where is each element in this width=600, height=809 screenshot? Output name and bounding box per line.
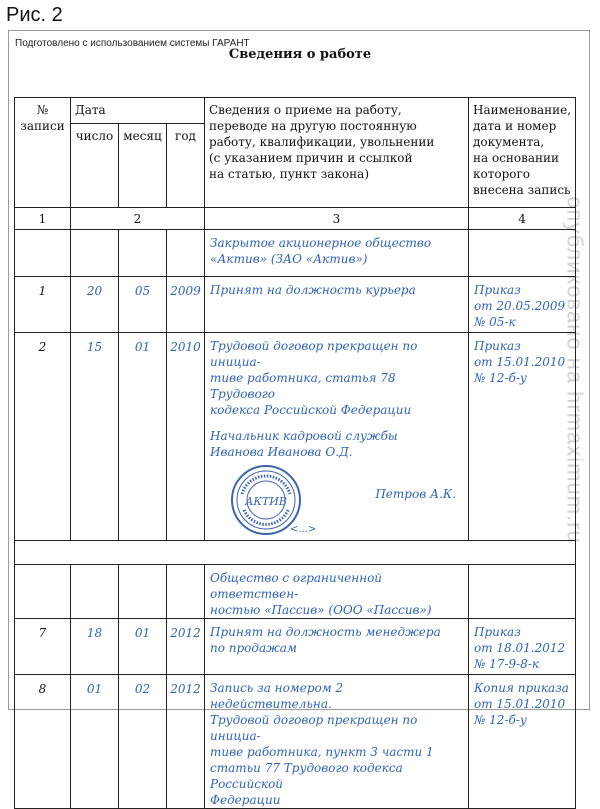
header-basis-line: Наименование, — [473, 103, 572, 117]
record-info-line: статьи 77 Трудового кодекса Российской — [210, 761, 403, 791]
record-day: 01 — [71, 675, 119, 809]
record-basis-line: Приказ — [474, 339, 521, 353]
header-basis — [469, 98, 576, 208]
header-month: месяц — [119, 124, 167, 208]
record-number: 8 — [15, 675, 71, 809]
header-year: год — [167, 124, 205, 208]
record-month: 01 — [119, 333, 167, 541]
omission-mark: <...> — [290, 524, 317, 535]
figure-label: Рис. 2 — [6, 4, 63, 26]
spacer — [210, 418, 464, 428]
record-basis-line: Копия приказа — [474, 681, 569, 695]
record-basis-line: от 15.01.2010 — [474, 355, 566, 369]
header-info-line: работу, квалификации, увольнении — [209, 135, 435, 149]
record-info-line: Трудовой договор прекращен по инициа- — [210, 713, 418, 743]
record-info-line: Принят на должность курьера — [210, 283, 416, 297]
record-row — [15, 675, 576, 809]
header-basis-line: на основании — [473, 151, 560, 165]
signature-area — [210, 460, 464, 540]
record-basis — [469, 277, 576, 333]
record-basis-line: Приказ — [474, 283, 521, 297]
record-row — [15, 333, 576, 541]
header-basis-line: документа, — [473, 135, 545, 149]
record-basis — [469, 333, 576, 541]
record-year: 2009 — [167, 277, 205, 333]
record-day: 18 — [71, 619, 119, 675]
source-note: Подготовлено с использованием системы ГАРАНТ — [15, 38, 250, 49]
record-number: 7 — [15, 619, 71, 675]
record-info-line: Принят на должность менеджера — [210, 625, 441, 639]
org-name — [205, 565, 469, 619]
document-title: Сведения о работе — [228, 47, 372, 62]
record-basis-line: от 18.01.2012 — [474, 641, 566, 655]
header-info-line: Сведения о приеме на работу, — [209, 103, 402, 117]
record-month: 05 — [119, 277, 167, 333]
header-date: Дата — [71, 98, 205, 124]
org-line: Закрытое акционерное общество — [210, 236, 432, 250]
record-info-line: Трудовой договор прекращен по инициа- — [210, 339, 418, 369]
header-basis-line: внесена запись — [473, 183, 571, 197]
header-record-number — [15, 98, 71, 208]
record-info — [205, 619, 469, 675]
gap-cell — [15, 541, 576, 565]
signature-name: Иванова Иванова О.Д. — [210, 445, 353, 459]
org-name — [205, 230, 469, 277]
record-basis — [469, 619, 576, 675]
colnum-4: 4 — [469, 208, 576, 230]
record-basis-line: № 05-к — [474, 315, 516, 329]
record-basis-line: Приказ — [474, 625, 521, 639]
org-line: ностью «Пассив» (ООО «Пассив») — [210, 603, 432, 617]
header-basis-line: дата и номер — [473, 119, 557, 133]
signer-name: Петров А.К. — [375, 487, 456, 501]
colnum-2: 2 — [71, 208, 205, 230]
org-line: Общество с ограниченной ответствен- — [210, 571, 383, 601]
work-records-table — [14, 97, 576, 809]
header-info — [205, 98, 469, 208]
header-info-line: (с указанием причин и ссылкой — [209, 151, 413, 165]
empty-cell — [469, 565, 576, 619]
empty-cell — [167, 230, 205, 277]
empty-cell — [469, 230, 576, 277]
record-basis-line: № 17-9-8-к — [474, 657, 540, 671]
record-row — [15, 277, 576, 333]
record-year: 2012 — [167, 619, 205, 675]
org-row — [15, 565, 576, 619]
record-basis-line: № 12-б-у — [474, 713, 527, 727]
empty-cell — [167, 565, 205, 619]
header-no-label: № записи — [20, 103, 65, 133]
record-row — [15, 619, 576, 675]
record-info — [205, 333, 469, 541]
empty-cell — [119, 565, 167, 619]
record-number: 1 — [15, 277, 71, 333]
record-basis-line: от 15.01.2010 — [474, 697, 566, 711]
record-basis — [469, 675, 576, 809]
record-info-line: кодекса Российской Федерации — [210, 403, 412, 417]
record-info — [205, 675, 469, 809]
header-row — [15, 98, 576, 124]
column-number-row — [15, 208, 576, 230]
header-info-line: на статью, пункт закона) — [209, 167, 369, 181]
record-info-line: Запись за номером 2 недействительна. — [210, 681, 344, 711]
record-info-line: Федерации — [210, 793, 281, 807]
gap-row — [15, 541, 576, 565]
colnum-3: 3 — [205, 208, 469, 230]
colnum-1: 1 — [15, 208, 71, 230]
signature-position: Начальник кадровой службы — [210, 429, 398, 443]
record-day: 20 — [71, 277, 119, 333]
record-basis-line: от 20.05.2009 — [474, 299, 566, 313]
record-info-line: тиве работника, пункт 3 части 1 — [210, 745, 434, 759]
header-info-line: переводе на другую постоянную — [209, 119, 417, 133]
record-basis-line: № 12-б-у — [474, 371, 527, 385]
empty-cell — [15, 565, 71, 619]
record-month: 02 — [119, 675, 167, 809]
stamp-text: АКТИВ — [245, 495, 287, 508]
watermark-text: опубликовано на hrmaximum.ru — [563, 196, 589, 544]
record-year: 2012 — [167, 675, 205, 809]
empty-cell — [119, 230, 167, 277]
record-info — [205, 277, 469, 333]
org-line: «Актив» (ЗАО «Актив») — [210, 252, 368, 266]
header-day: число — [71, 124, 119, 208]
empty-cell — [71, 230, 119, 277]
record-year: 2010 — [167, 333, 205, 541]
record-number: 2 — [15, 333, 71, 541]
record-day: 15 — [71, 333, 119, 541]
record-month: 01 — [119, 619, 167, 675]
record-info-line: тиве работника, статья 78 Трудового — [210, 371, 396, 401]
empty-cell — [15, 230, 71, 277]
empty-cell — [71, 565, 119, 619]
header-basis-line: которого — [473, 167, 531, 181]
record-info-line: по продажам — [210, 641, 297, 655]
org-row — [15, 230, 576, 277]
